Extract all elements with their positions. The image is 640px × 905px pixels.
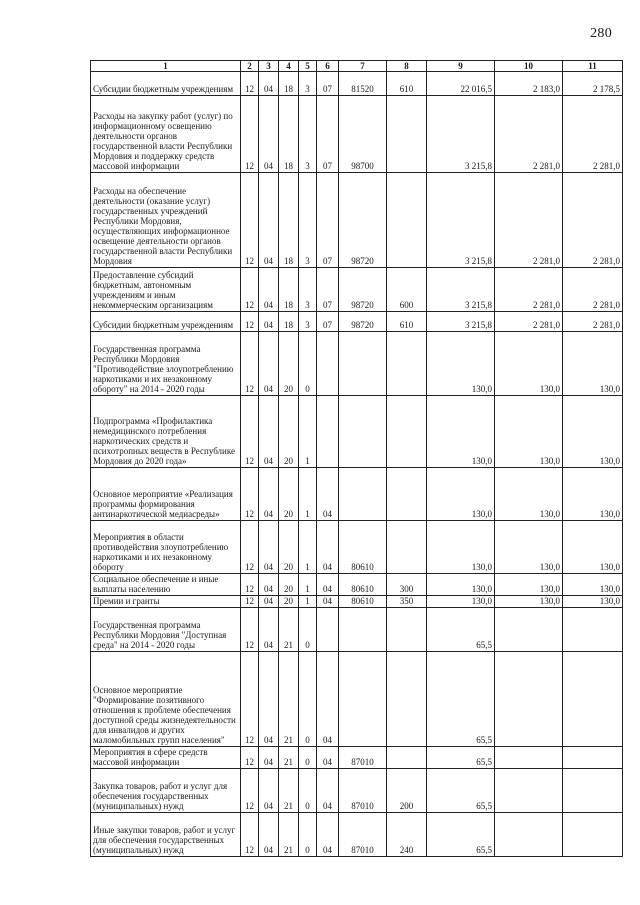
table-row bbox=[91, 608, 623, 652]
amount-cell: 2 281,0 bbox=[563, 312, 623, 332]
amount-cell: 130,0 bbox=[495, 521, 563, 574]
amount-cell: 130,0 bbox=[427, 596, 495, 608]
amount-cell: 2 281,0 bbox=[495, 96, 563, 173]
amount-cell: 2 178,5 bbox=[563, 72, 623, 96]
code-cell: 12 bbox=[241, 574, 259, 596]
code-cell: 1 bbox=[299, 596, 317, 608]
code-cell: 04 bbox=[317, 574, 339, 596]
table-row bbox=[91, 312, 623, 332]
code-cell: 610 bbox=[387, 312, 427, 332]
amount-cell: 2 281,0 bbox=[563, 173, 623, 268]
code-cell: 04 bbox=[259, 332, 279, 396]
code-cell bbox=[317, 332, 339, 396]
amount-cell: 65,5 bbox=[427, 652, 495, 747]
code-cell: 80610 bbox=[339, 521, 387, 574]
code-cell: 12 bbox=[241, 396, 259, 468]
amount-cell: 65,5 bbox=[427, 769, 495, 813]
row-name-cell: Государственная программа Республики Мордовия "Доступная среда" на 2014 - 2020 годы bbox=[91, 608, 241, 652]
code-cell: 20 bbox=[279, 574, 299, 596]
code-cell: 07 bbox=[317, 312, 339, 332]
amount-cell: 3 215,8 bbox=[427, 173, 495, 268]
code-cell: 04 bbox=[259, 521, 279, 574]
code-cell: 12 bbox=[241, 596, 259, 608]
code-cell bbox=[387, 173, 427, 268]
row-name-cell: Основное мероприятие "Формирование позитивного отношения к проблеме обеспечения доступной среды жизнедеятельности для инвалидов и других маломобильных групп населения" bbox=[91, 652, 241, 747]
code-cell: 04 bbox=[259, 769, 279, 813]
amount-cell: 130,0 bbox=[495, 574, 563, 596]
code-cell: 04 bbox=[259, 596, 279, 608]
code-cell bbox=[387, 396, 427, 468]
code-cell: 04 bbox=[259, 652, 279, 747]
column-header: 6 bbox=[317, 61, 339, 72]
code-cell: 3 bbox=[299, 268, 317, 312]
code-cell: 21 bbox=[279, 747, 299, 769]
amount-cell: 2 183,0 bbox=[495, 72, 563, 96]
code-cell: 200 bbox=[387, 769, 427, 813]
code-cell: 20 bbox=[279, 396, 299, 468]
code-cell: 18 bbox=[279, 312, 299, 332]
table-row bbox=[91, 652, 623, 747]
code-cell: 18 bbox=[279, 96, 299, 173]
code-cell: 07 bbox=[317, 173, 339, 268]
code-cell: 12 bbox=[241, 608, 259, 652]
code-cell: 04 bbox=[259, 468, 279, 521]
amount-cell: 2 281,0 bbox=[495, 173, 563, 268]
amount-cell: 65,5 bbox=[427, 813, 495, 857]
amount-cell: 3 215,8 bbox=[427, 268, 495, 312]
amount-cell bbox=[495, 608, 563, 652]
code-cell: 0 bbox=[299, 332, 317, 396]
code-cell: 1 bbox=[299, 574, 317, 596]
code-cell bbox=[339, 608, 387, 652]
code-cell: 04 bbox=[259, 813, 279, 857]
code-cell bbox=[387, 468, 427, 521]
table-row bbox=[91, 332, 623, 396]
row-name-cell: Предоставление субсидий бюджетным, автономным учреждениям и иным некоммерческим организациям bbox=[91, 268, 241, 312]
code-cell bbox=[339, 468, 387, 521]
column-header: 3 bbox=[259, 61, 279, 72]
amount-cell: 22 016,5 bbox=[427, 72, 495, 96]
amount-cell bbox=[563, 769, 623, 813]
amount-cell: 130,0 bbox=[563, 596, 623, 608]
table-row bbox=[91, 396, 623, 468]
amount-cell bbox=[495, 813, 563, 857]
code-cell: 300 bbox=[387, 574, 427, 596]
code-cell: 350 bbox=[387, 596, 427, 608]
amount-cell: 130,0 bbox=[495, 332, 563, 396]
code-cell: 87010 bbox=[339, 747, 387, 769]
code-cell: 21 bbox=[279, 769, 299, 813]
amount-cell bbox=[563, 652, 623, 747]
code-cell: 3 bbox=[299, 96, 317, 173]
code-cell: 0 bbox=[299, 652, 317, 747]
code-cell: 1 bbox=[299, 396, 317, 468]
code-cell: 21 bbox=[279, 608, 299, 652]
amount-cell bbox=[495, 769, 563, 813]
row-name-cell: Субсидии бюджетным учреждениям bbox=[91, 72, 241, 96]
amount-cell: 130,0 bbox=[427, 574, 495, 596]
amount-cell: 3 215,8 bbox=[427, 312, 495, 332]
amount-cell: 130,0 bbox=[427, 468, 495, 521]
column-header: 10 bbox=[495, 61, 563, 72]
table-row bbox=[91, 747, 623, 769]
row-name-cell: Основное мероприятие «Реализация программы формирования антинаркотической медиасреды» bbox=[91, 468, 241, 521]
code-cell: 98720 bbox=[339, 173, 387, 268]
code-cell: 07 bbox=[317, 96, 339, 173]
code-cell: 12 bbox=[241, 312, 259, 332]
column-header: 8 bbox=[387, 61, 427, 72]
code-cell: 04 bbox=[259, 608, 279, 652]
row-name-cell: Социальное обеспечение и иные выплаты населению bbox=[91, 574, 241, 596]
budget-table bbox=[90, 60, 623, 857]
table-row bbox=[91, 596, 623, 608]
amount-cell: 130,0 bbox=[563, 574, 623, 596]
code-cell: 04 bbox=[259, 72, 279, 96]
code-cell bbox=[339, 396, 387, 468]
code-cell: 12 bbox=[241, 747, 259, 769]
row-name-cell: Иные закупки товаров, работ и услуг для обеспечения государственных (муниципальных) нужд bbox=[91, 813, 241, 857]
amount-cell: 130,0 bbox=[427, 521, 495, 574]
code-cell bbox=[317, 396, 339, 468]
code-cell: 12 bbox=[241, 173, 259, 268]
code-cell: 1 bbox=[299, 468, 317, 521]
code-cell: 04 bbox=[317, 813, 339, 857]
amount-cell: 3 215,8 bbox=[427, 96, 495, 173]
code-cell: 04 bbox=[259, 747, 279, 769]
column-header: 2 bbox=[241, 61, 259, 72]
code-cell: 0 bbox=[299, 813, 317, 857]
code-cell bbox=[387, 608, 427, 652]
code-cell: 04 bbox=[317, 747, 339, 769]
amount-cell bbox=[563, 608, 623, 652]
amount-cell bbox=[563, 813, 623, 857]
column-header: 11 bbox=[563, 61, 623, 72]
code-cell bbox=[387, 332, 427, 396]
code-cell: 18 bbox=[279, 173, 299, 268]
row-name-cell: Субсидии бюджетным учреждениям bbox=[91, 312, 241, 332]
table-row bbox=[91, 574, 623, 596]
row-name-cell: Расходы на обеспечение деятельности (оказание услуг) государственных учреждений Республики Мордовия, осуществляющих информационное освещение деятельности органов государственной власти Республики Мордовия bbox=[91, 173, 241, 268]
code-cell: 87010 bbox=[339, 769, 387, 813]
code-cell: 12 bbox=[241, 652, 259, 747]
code-cell: 21 bbox=[279, 813, 299, 857]
code-cell: 04 bbox=[259, 574, 279, 596]
code-cell: 21 bbox=[279, 652, 299, 747]
column-header: 5 bbox=[299, 61, 317, 72]
row-name-cell: Закупка товаров, работ и услуг для обеспечения государственных (муниципальных) нужд bbox=[91, 769, 241, 813]
amount-cell: 2 281,0 bbox=[495, 312, 563, 332]
code-cell: 04 bbox=[317, 652, 339, 747]
page-number: 280 bbox=[590, 26, 612, 41]
code-cell: 20 bbox=[279, 521, 299, 574]
row-name-cell: Мероприятия в сфере средств массовой информации bbox=[91, 747, 241, 769]
amount-cell: 130,0 bbox=[563, 332, 623, 396]
amount-cell bbox=[563, 747, 623, 769]
code-cell bbox=[387, 652, 427, 747]
table-row bbox=[91, 268, 623, 312]
code-cell: 20 bbox=[279, 332, 299, 396]
code-cell: 12 bbox=[241, 96, 259, 173]
code-cell: 80610 bbox=[339, 596, 387, 608]
code-cell: 04 bbox=[259, 312, 279, 332]
code-cell: 12 bbox=[241, 521, 259, 574]
code-cell: 12 bbox=[241, 72, 259, 96]
amount-cell bbox=[495, 652, 563, 747]
table-row bbox=[91, 769, 623, 813]
amount-cell: 2 281,0 bbox=[563, 268, 623, 312]
code-cell: 0 bbox=[299, 769, 317, 813]
code-cell bbox=[387, 747, 427, 769]
table-row bbox=[91, 468, 623, 521]
row-name-cell: Расходы на закупку работ (услуг) по информационному освещению деятельности органов государственной власти Республики Мордовия и поддержку средств массовой информации bbox=[91, 96, 241, 173]
code-cell: 04 bbox=[259, 268, 279, 312]
amount-cell: 130,0 bbox=[563, 396, 623, 468]
table-row bbox=[91, 72, 623, 96]
table-row bbox=[91, 173, 623, 268]
code-cell: 240 bbox=[387, 813, 427, 857]
code-cell: 12 bbox=[241, 813, 259, 857]
code-cell: 07 bbox=[317, 268, 339, 312]
code-cell: 3 bbox=[299, 173, 317, 268]
code-cell bbox=[387, 96, 427, 173]
row-name-cell: Премии и гранты bbox=[91, 596, 241, 608]
amount-cell: 130,0 bbox=[563, 468, 623, 521]
code-cell: 07 bbox=[317, 72, 339, 96]
amount-cell: 130,0 bbox=[427, 332, 495, 396]
column-header: 7 bbox=[339, 61, 387, 72]
code-cell bbox=[387, 521, 427, 574]
amount-cell: 65,5 bbox=[427, 608, 495, 652]
amount-cell: 130,0 bbox=[427, 396, 495, 468]
amount-cell: 130,0 bbox=[563, 521, 623, 574]
code-cell: 3 bbox=[299, 312, 317, 332]
code-cell: 20 bbox=[279, 596, 299, 608]
column-header: 1 bbox=[91, 61, 241, 72]
code-cell: 04 bbox=[317, 468, 339, 521]
code-cell: 04 bbox=[317, 521, 339, 574]
code-cell: 81520 bbox=[339, 72, 387, 96]
code-cell: 0 bbox=[299, 747, 317, 769]
code-cell: 04 bbox=[259, 96, 279, 173]
code-cell: 12 bbox=[241, 332, 259, 396]
code-cell: 0 bbox=[299, 608, 317, 652]
code-cell: 04 bbox=[317, 596, 339, 608]
row-name-cell: Подпрограмма «Профилактика немедицинского потребления наркотических средств и психотропных веществ в Республике Мордовия до 2020 года» bbox=[91, 396, 241, 468]
code-cell: 600 bbox=[387, 268, 427, 312]
code-cell bbox=[317, 608, 339, 652]
code-cell: 20 bbox=[279, 468, 299, 521]
table-row bbox=[91, 96, 623, 173]
amount-cell: 130,0 bbox=[495, 468, 563, 521]
code-cell: 12 bbox=[241, 468, 259, 521]
row-name-cell: Государственная программа Республики Мордовия "Противодействие злоупотреблению наркотиками и их незаконному обороту" на 2014 - 2020 годы bbox=[91, 332, 241, 396]
code-cell: 98720 bbox=[339, 312, 387, 332]
amount-cell: 2 281,0 bbox=[563, 96, 623, 173]
code-cell: 12 bbox=[241, 769, 259, 813]
amount-cell: 65,5 bbox=[427, 747, 495, 769]
code-cell: 04 bbox=[317, 769, 339, 813]
code-cell: 12 bbox=[241, 268, 259, 312]
code-cell: 1 bbox=[299, 521, 317, 574]
code-cell: 04 bbox=[259, 173, 279, 268]
amount-cell: 130,0 bbox=[495, 396, 563, 468]
code-cell bbox=[339, 332, 387, 396]
header-row bbox=[91, 61, 623, 72]
code-cell: 98700 bbox=[339, 96, 387, 173]
code-cell: 18 bbox=[279, 268, 299, 312]
amount-cell bbox=[495, 747, 563, 769]
code-cell: 18 bbox=[279, 72, 299, 96]
code-cell: 80610 bbox=[339, 574, 387, 596]
row-name-cell: Мероприятия в области противодействия злоупотреблению наркотиками и их незаконному обороту bbox=[91, 521, 241, 574]
code-cell bbox=[339, 652, 387, 747]
code-cell: 87010 bbox=[339, 813, 387, 857]
code-cell: 98720 bbox=[339, 268, 387, 312]
code-cell: 3 bbox=[299, 72, 317, 96]
code-cell: 610 bbox=[387, 72, 427, 96]
table-row bbox=[91, 521, 623, 574]
amount-cell: 130,0 bbox=[495, 596, 563, 608]
table-body bbox=[91, 72, 623, 857]
column-header: 4 bbox=[279, 61, 299, 72]
amount-cell: 2 281,0 bbox=[495, 268, 563, 312]
column-header: 9 bbox=[427, 61, 495, 72]
code-cell: 04 bbox=[259, 396, 279, 468]
table-row bbox=[91, 813, 623, 857]
